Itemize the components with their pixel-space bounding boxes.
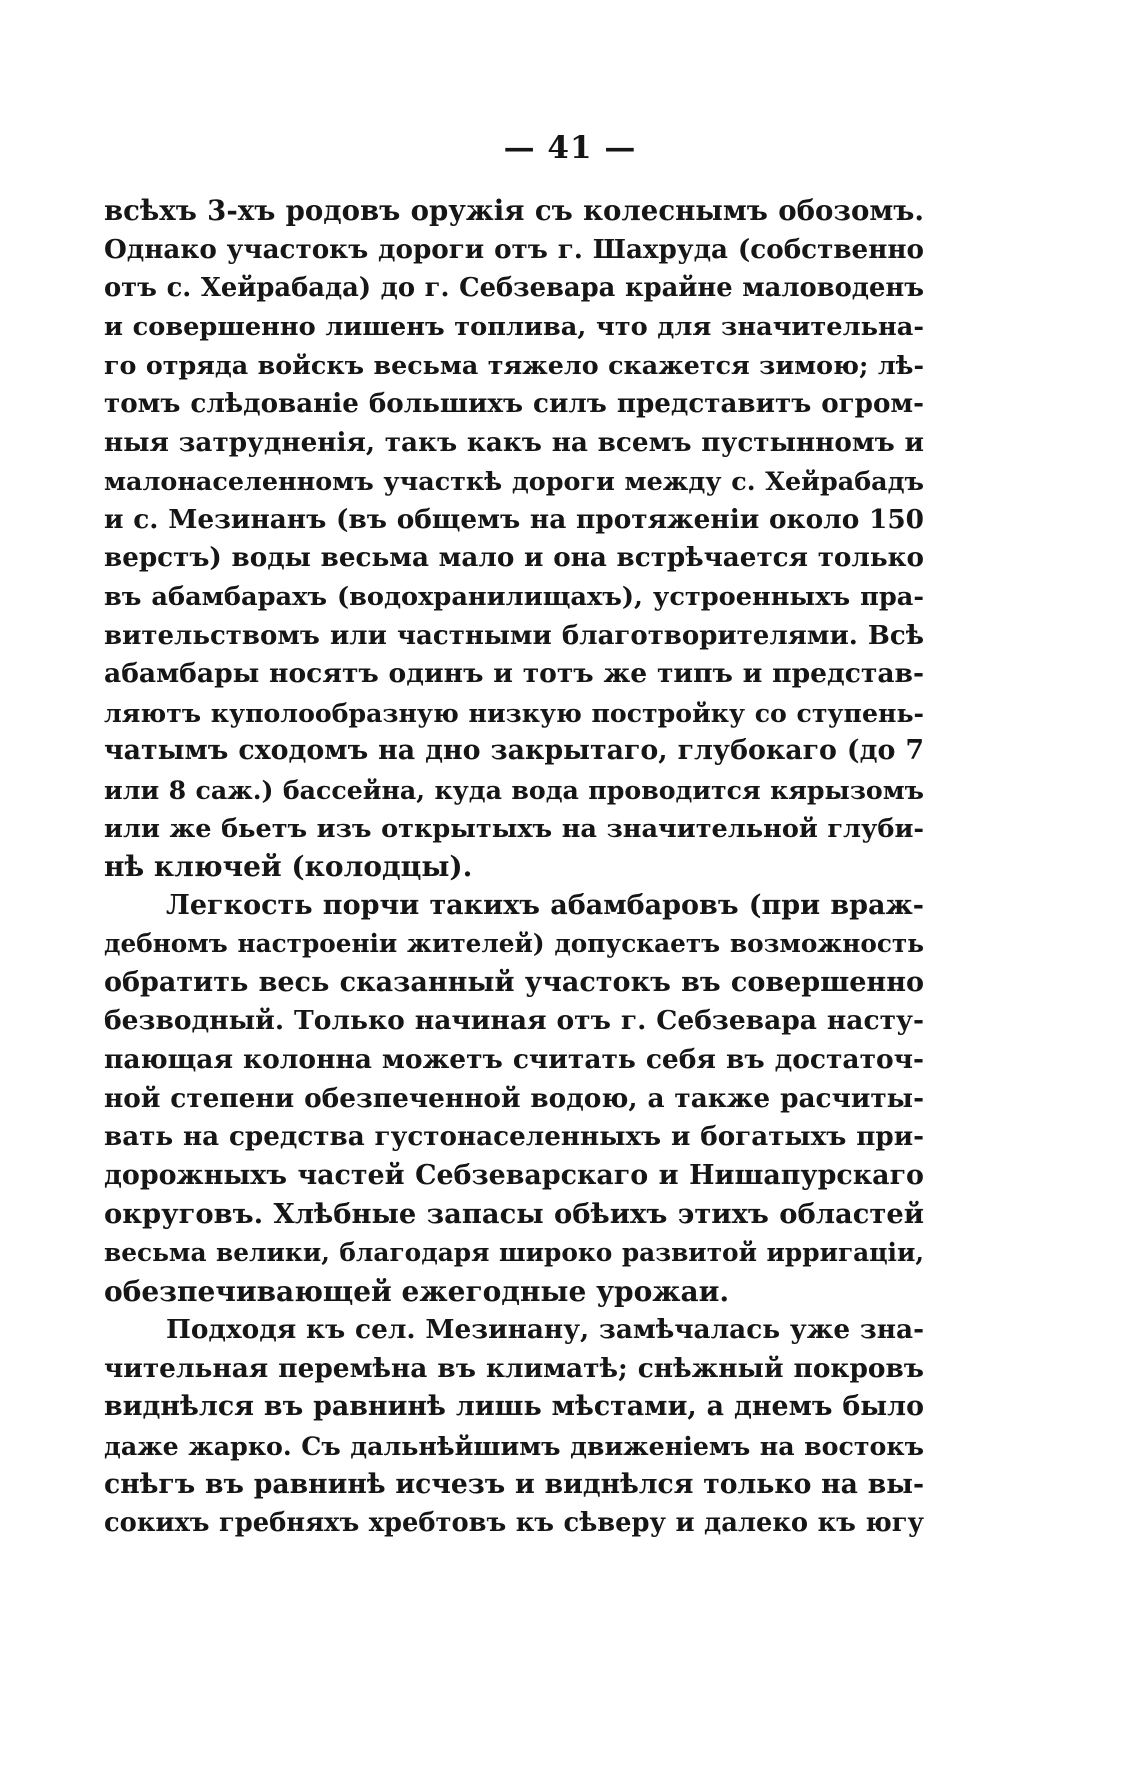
text-line: томъ слѣдованіе большихъ силъ представитъ огром- (104, 387, 924, 419)
text-line: Однако участокъ дороги отъ г. Шахруда (собственно (104, 233, 924, 265)
page-number: — 41 — (503, 130, 637, 166)
text-line: ной степени обезпеченной водою, а также расчиты- (104, 1082, 924, 1114)
text-line: виднѣлся въ равнинѣ лишь мѣстами, а днемъ было (104, 1391, 924, 1423)
text-line: или 8 саж.) бассейна, куда вода проводится кярызомъ (104, 774, 924, 805)
text-line: и совершенно лишенъ топлива, что для значительна- (104, 311, 924, 342)
text-line: весьма велики, благодаря широко развитой ирригаціи, (104, 1238, 924, 1268)
text-line: сокихъ гребняхъ хребтовъ къ сѣверу и далеко къ югу (104, 1508, 924, 1539)
body-text (104, 192, 924, 1543)
text-line: вать на средства густонаселенныхъ и богатыхъ при- (104, 1121, 924, 1153)
text-line: верстъ) воды весьма мало и она встрѣчается только (104, 542, 924, 574)
text-line: или же бьетъ изъ открытыхъ на значительной глуби- (104, 813, 924, 844)
text-line: Легкость порчи такихъ абамбаровъ (при враж- (166, 889, 924, 921)
text-line: абамбары носятъ одинъ и тотъ же типъ и представ- (104, 658, 924, 690)
text-line: безводный. Только начиная отъ г. Себзевара насту- (104, 1005, 924, 1037)
text-line: дебномъ настроеніи жителей) допускаетъ возможность (104, 929, 924, 959)
text-line: отъ с. Хейрабада) до г. Себзевара крайне маловоденъ (104, 273, 924, 304)
text-line: обезпечивающей ежегодные урожаи. (104, 1274, 730, 1308)
text-line: го отряда войскъ весьма тяжело скажется зимою; лѣ- (104, 350, 924, 381)
text-line: ляютъ куполообразную низкую постройку со ступень- (104, 697, 924, 728)
text-line: даже жарко. Съ дальнѣйшимъ движеніемъ на востокъ (104, 1431, 924, 1461)
paragraph-3 (104, 1311, 924, 1543)
text-line: дорожныхъ частей Себзеварскаго и Нишапурскаго (104, 1159, 924, 1191)
text-line: всѣхъ 3-хъ родовъ оружія съ колеснымъ обозомъ. (104, 195, 924, 227)
paragraph-1 (104, 192, 924, 887)
text-line: снѣгъ въ равнинѣ исчезъ и виднѣлся только на вы- (104, 1468, 924, 1500)
paragraph-2 (104, 887, 924, 1312)
text-line: пающая колонна можетъ считать себя въ достаточ- (104, 1044, 924, 1076)
text-line: Подходя къ сел. Мезинану, замѣчалась уже зна- (166, 1314, 924, 1346)
text-line: и с. Мезинанъ (въ общемъ на протяженіи около 150 (104, 503, 924, 535)
text-line: округовъ. Хлѣбные запасы обѣихъ этихъ областей (104, 1198, 924, 1231)
text-line: въ абамбарахъ (водохранилищахъ), устроенныхъ пра- (104, 581, 924, 612)
text-line: ныя затрудненія, такъ какъ на всемъ пустынномъ и (104, 426, 924, 458)
text-line: обратить весь сказанный участокъ въ совершенно (104, 966, 924, 998)
text-line: вительствомъ или частными благотворителями. Всѣ (104, 620, 924, 651)
text-line: нѣ ключей (колодцы). (104, 850, 473, 884)
text-line: малонаселенномъ участкѣ дороги между с. Хейрабадъ (104, 466, 924, 497)
text-line: чатымъ сходомъ на дно закрытаго, глубокаго (до 7 (104, 735, 924, 767)
text-line: чительная перемѣна въ климатѣ; снѣжный покровъ (104, 1352, 924, 1384)
